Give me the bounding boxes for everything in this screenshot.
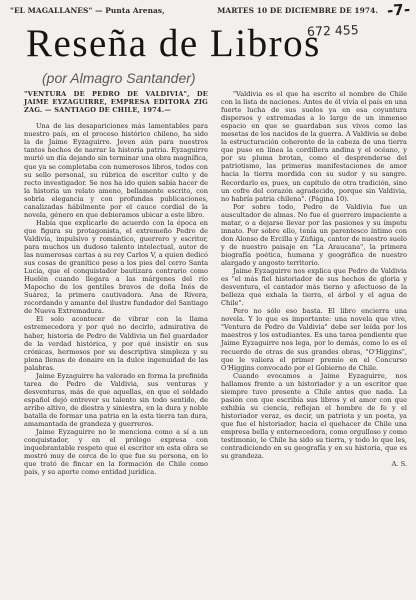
left-column bbox=[24, 90, 208, 476]
paragraph: Una de las desapariciones más lamentables para nuestro país, en el proceso histórico chileno, ha sido la de Jaime Eyzaguirre. Joven aún para nuestros tantos hechos de narrar la historia patria. Eyzaguirre murió un día dejando sin terminar una obra magnífica, que ya se completaba con numerosos libros, todos con su sello personal, su rúbrica de escritor culto y de recto investigador. Se nos ha ido quien sabía hacer de la historia un relato ameno, bellamente escrito, con sobria elegancia y con profundas publicaciones, canalizadas hábilmente por el cauce cordial de la novela, género en que debieramos ubicar a este libro. bbox=[24, 122, 208, 219]
paragraph: Por sobre todo, Pedro de Valdivia fue un auscultador de almas. No fue el guerrero impaciente a matar, o a dejarse llevar por las pasiones y su ímpetu innato. Por sobre ello, tenía un parentesco íntimo con don Alonso de Ercilla y Zúñiga, cantor de nuestro suelo y de nuestro paisaje en "La Araucana", la primera biografía poética, humana y geográfica de nuestro alargado y angosto territorio. bbox=[221, 202, 407, 267]
paragraph: Pero no sólo eso basta. El libro encierra una novela. Y lo que es importante: una novela que vive, "Ventura de Pedro de Valdivia" debe ser leída por los maestros y los estudiantes. Es una tarea pendiente que Jaime Eyzaguirre nos lega, por lo demás, como lo es el recuerdo de otras de sus grandes obras, "O'Higgins", que le valiera el primer premio en el Concurso O'Higgins convocado por el Gobierno de Chile. bbox=[221, 307, 407, 372]
paragraph: Jaime Eyzaguirre ha valorado en forma la prefinida tarea de Pedro de Valdivia, sus venturas y desventuras, más de que aquellas, en que el soldado español dejó entrever su talento sin todo sentido, de arribo altivo, de diestra y siniestra, en la dura y noble batalla de formar una patria en la esta tierra tan dura, amamantada de grandeza y guerreros. bbox=[24, 371, 208, 429]
newspaper-header bbox=[10, 0, 411, 20]
article-title: Reseña de Libros bbox=[26, 22, 321, 65]
right-column bbox=[221, 90, 407, 468]
paragraph: Jaime Eyzaguirre no le menciona como a sí a un conquistador, y en el prólogo expresa con inquebrantable respeto que el escritor en esta obra se mostró muy de cerca de lo que fue su persona, en lo que trató de fincar en la formación de Chile como pais, y su aporte como entidad jurídica. bbox=[24, 428, 208, 477]
paragraph: El solo acontecer de vibrar con la llama estremecedora y por qué no decirlo, admirativa de haber, historia de Pedro de Valdivia un fiel guardador de la verdad histórica, y por qué insistir en sus crónicas, hermosos por su descriptiva simpleza y su plena llenas de donaire en la dulce ingenuidad de las palabras. bbox=[24, 315, 208, 372]
paragraph: Cuando evocamos a Jaime Eyzaguirre, nos hallamos frente a un historiador y a un escritor que siempre tuvo presente a Chile antes que nada. La pasión con que escribía sus libros y el amor con que exhibía su ciencia, reflejan el hombre de fe y el historiador veraz, es decir, un patriota y un poeta, ya que fue el historiador, hacia el quehacer de Chile una empresa bella y enternecedora, como orgulloso y como testimonio, le Chile ha sido su tierra, y todo lo que les, contradiciendo en su geografía y en su historia, que es su grandeza. bbox=[221, 371, 407, 461]
paragraph: Jaime Eyzaguirre nos explica que Pedro de Valdivia es "el más fiel historiador de sus hechos de gloria y desventura, el cantador más tierno y afectuoso de la belleza que exhala la tierra, el árbol y el agua de Chile". bbox=[221, 267, 407, 308]
book-reference: "VENTURA DE PEDRO DE VALDIVIA", DE JAIME EYZAGUIRRE, EMPRESA EDITORA ZIG ZAG. — SANTIAGO DE CHILE, 1974.— bbox=[24, 90, 208, 115]
paragraph: Había que explicarlo de acuerdo con la época en que figura su protagonista, el extremeño Pedro de Valdivia, impulsivo y romántico, guerrero y escritor, para muchos un dudoso talento intelectual, autor de las numerosas cartas a su rey Carlos V, a quien dedicó sus cosas de granítico peso a los pies del cerro Santa Lucía, que el conquistador bautizara contrario como Huelén cuando llegara a las márgenes del río Mapocho de los gentiles bravos de doña Inés de Suárez, la primera cautivadora. Ana de Rivera, recordando y amante del ilustre fundador del Santiago de Nueva Extremadura. bbox=[24, 218, 208, 316]
handwritten-reference-number: 672 455 bbox=[306, 22, 359, 39]
publication-date: MARTES 10 DE DICIEMBRE DE 1974. bbox=[217, 6, 378, 15]
article-signature: A. S. bbox=[391, 460, 407, 469]
handwritten-page-mark: -7- bbox=[386, 0, 411, 20]
newspaper-name: "EL MAGALLANES" — Punta Arenas, bbox=[10, 6, 165, 15]
paragraph: "Valdivia es el que ha escrito el nombre de Chile con la lista de naciones. Antes de él vivía el país en una fuerte lucha de sus suelos ya en esa coyuntura dispersos y extremadas a lo largo de un inmenso espacio en que se guardaban sus vivos como las mesetas de los nacidos de la guerra. A Valdivia se debe la estructuración coherente de la cabeza de una tierra que puso en línea la cordillera andina y el océano, y por su pluma brotan, como el desprenderse del patriotismo, las primeras manifestaciones de amor hacia la tierra mordida con su sudor y su sangre. Recordarlo es, pues, un capítulo de otra tradición, sino un cofre del corazón agradecido, porque sin Valdivia, no habría patria chilena". (Página 10). bbox=[221, 90, 407, 203]
article-byline: (por Almagro Santander) bbox=[42, 70, 196, 86]
